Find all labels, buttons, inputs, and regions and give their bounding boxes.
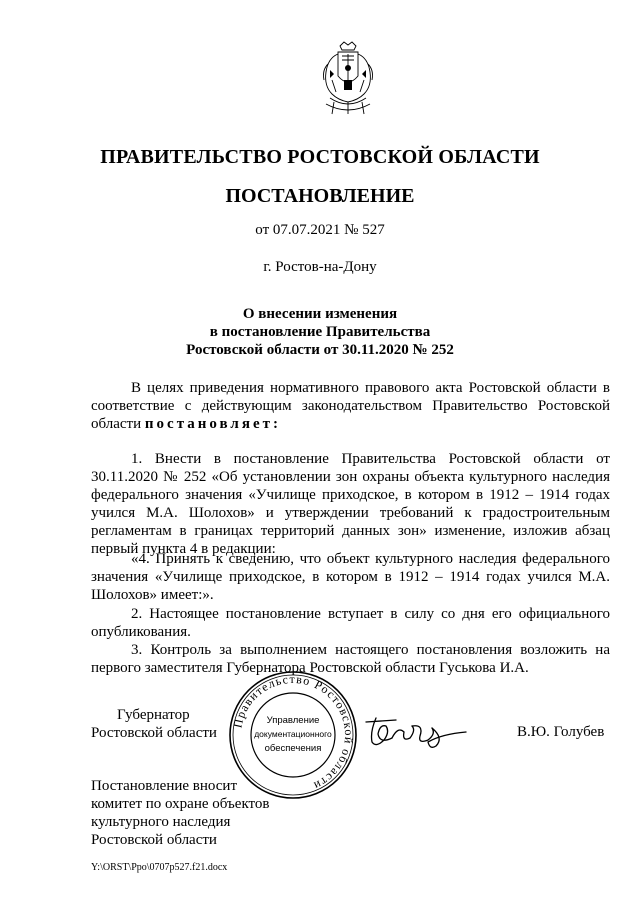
position-line: Губернатор xyxy=(117,707,190,723)
decree-subject xyxy=(0,305,640,359)
submitter-line: Постановление вносит xyxy=(91,778,238,794)
paragraph-2: 2. Настоящее постановление вступает в силу со дня его официального опубликования. xyxy=(91,606,610,640)
subject-line: О внесении изменения xyxy=(242,306,398,322)
position-line: Ростовской области xyxy=(91,725,217,741)
submitter-line: культурного наследия xyxy=(91,814,231,830)
resolves-word: постановляет: xyxy=(144,416,281,432)
subject-line: Ростовской области от 30.11.2020 № 252 xyxy=(186,342,454,358)
coat-of-arms-icon xyxy=(318,40,378,118)
decree-title: ПОСТАНОВЛЕНИЕ xyxy=(225,185,415,207)
paragraph-1: 1. Внести в постановление Правительства Ростовской области от 30.11.2020 № 252 «Об установлении зон охраны объекта культурного наследия федерального значения «Училище приходское, в котором в 1912 – 1914 годах учился М.А. Шолохов» и утверждении требований к градостроительным регламентам в границах территорий данных зон» изменение, изложив абзац первый пункта 4 в редакции: xyxy=(91,451,610,557)
decree-date-number: от 07.07.2021 № 527 xyxy=(255,222,385,238)
paragraph-quote: «4. Принять к сведению, что объект культурного наследия федерального значения «Училище приходское, в котором в 1912 – 1914 годах учился М.А. Шолохов» имеет:». xyxy=(91,551,610,603)
signatory-position xyxy=(91,706,217,742)
subject-line: в постановление Правительства xyxy=(209,324,431,340)
government-title: ПРАВИТЕЛЬСТВО РОСТОВСКОЙ ОБЛАСТИ xyxy=(100,146,540,168)
stamp-outer-text: Правительство Ростовской области xyxy=(230,671,357,794)
file-path-footer: Y:\ORST\Ppo\0707p527.f21.docx xyxy=(91,862,228,873)
stamp-inner-line: обеспечения xyxy=(264,743,322,754)
intro-text: В целях приведения нормативного правового акта Ростовской области в соответствие с действующим законодательством Правительство Ростовской области xyxy=(91,380,610,432)
decree-city: г. Ростов-на-Дону xyxy=(263,259,377,275)
paragraph-3: 3. Контроль за выполнением настоящего постановления возложить на первого заместителя Губернатора Ростовской области Гуськова И.А. xyxy=(91,642,610,676)
submitter-line: комитет по охране объектов xyxy=(91,796,270,812)
stamp-inner-line: документационного xyxy=(254,729,332,739)
submitter-note xyxy=(91,777,269,849)
submitter-line: Ростовской области xyxy=(91,832,217,848)
handwritten-signature-icon xyxy=(362,712,472,752)
intro-paragraph xyxy=(91,379,610,433)
stamp-inner-line: Управление xyxy=(266,715,320,726)
signatory-name: В.Ю. Голубев xyxy=(517,724,605,740)
